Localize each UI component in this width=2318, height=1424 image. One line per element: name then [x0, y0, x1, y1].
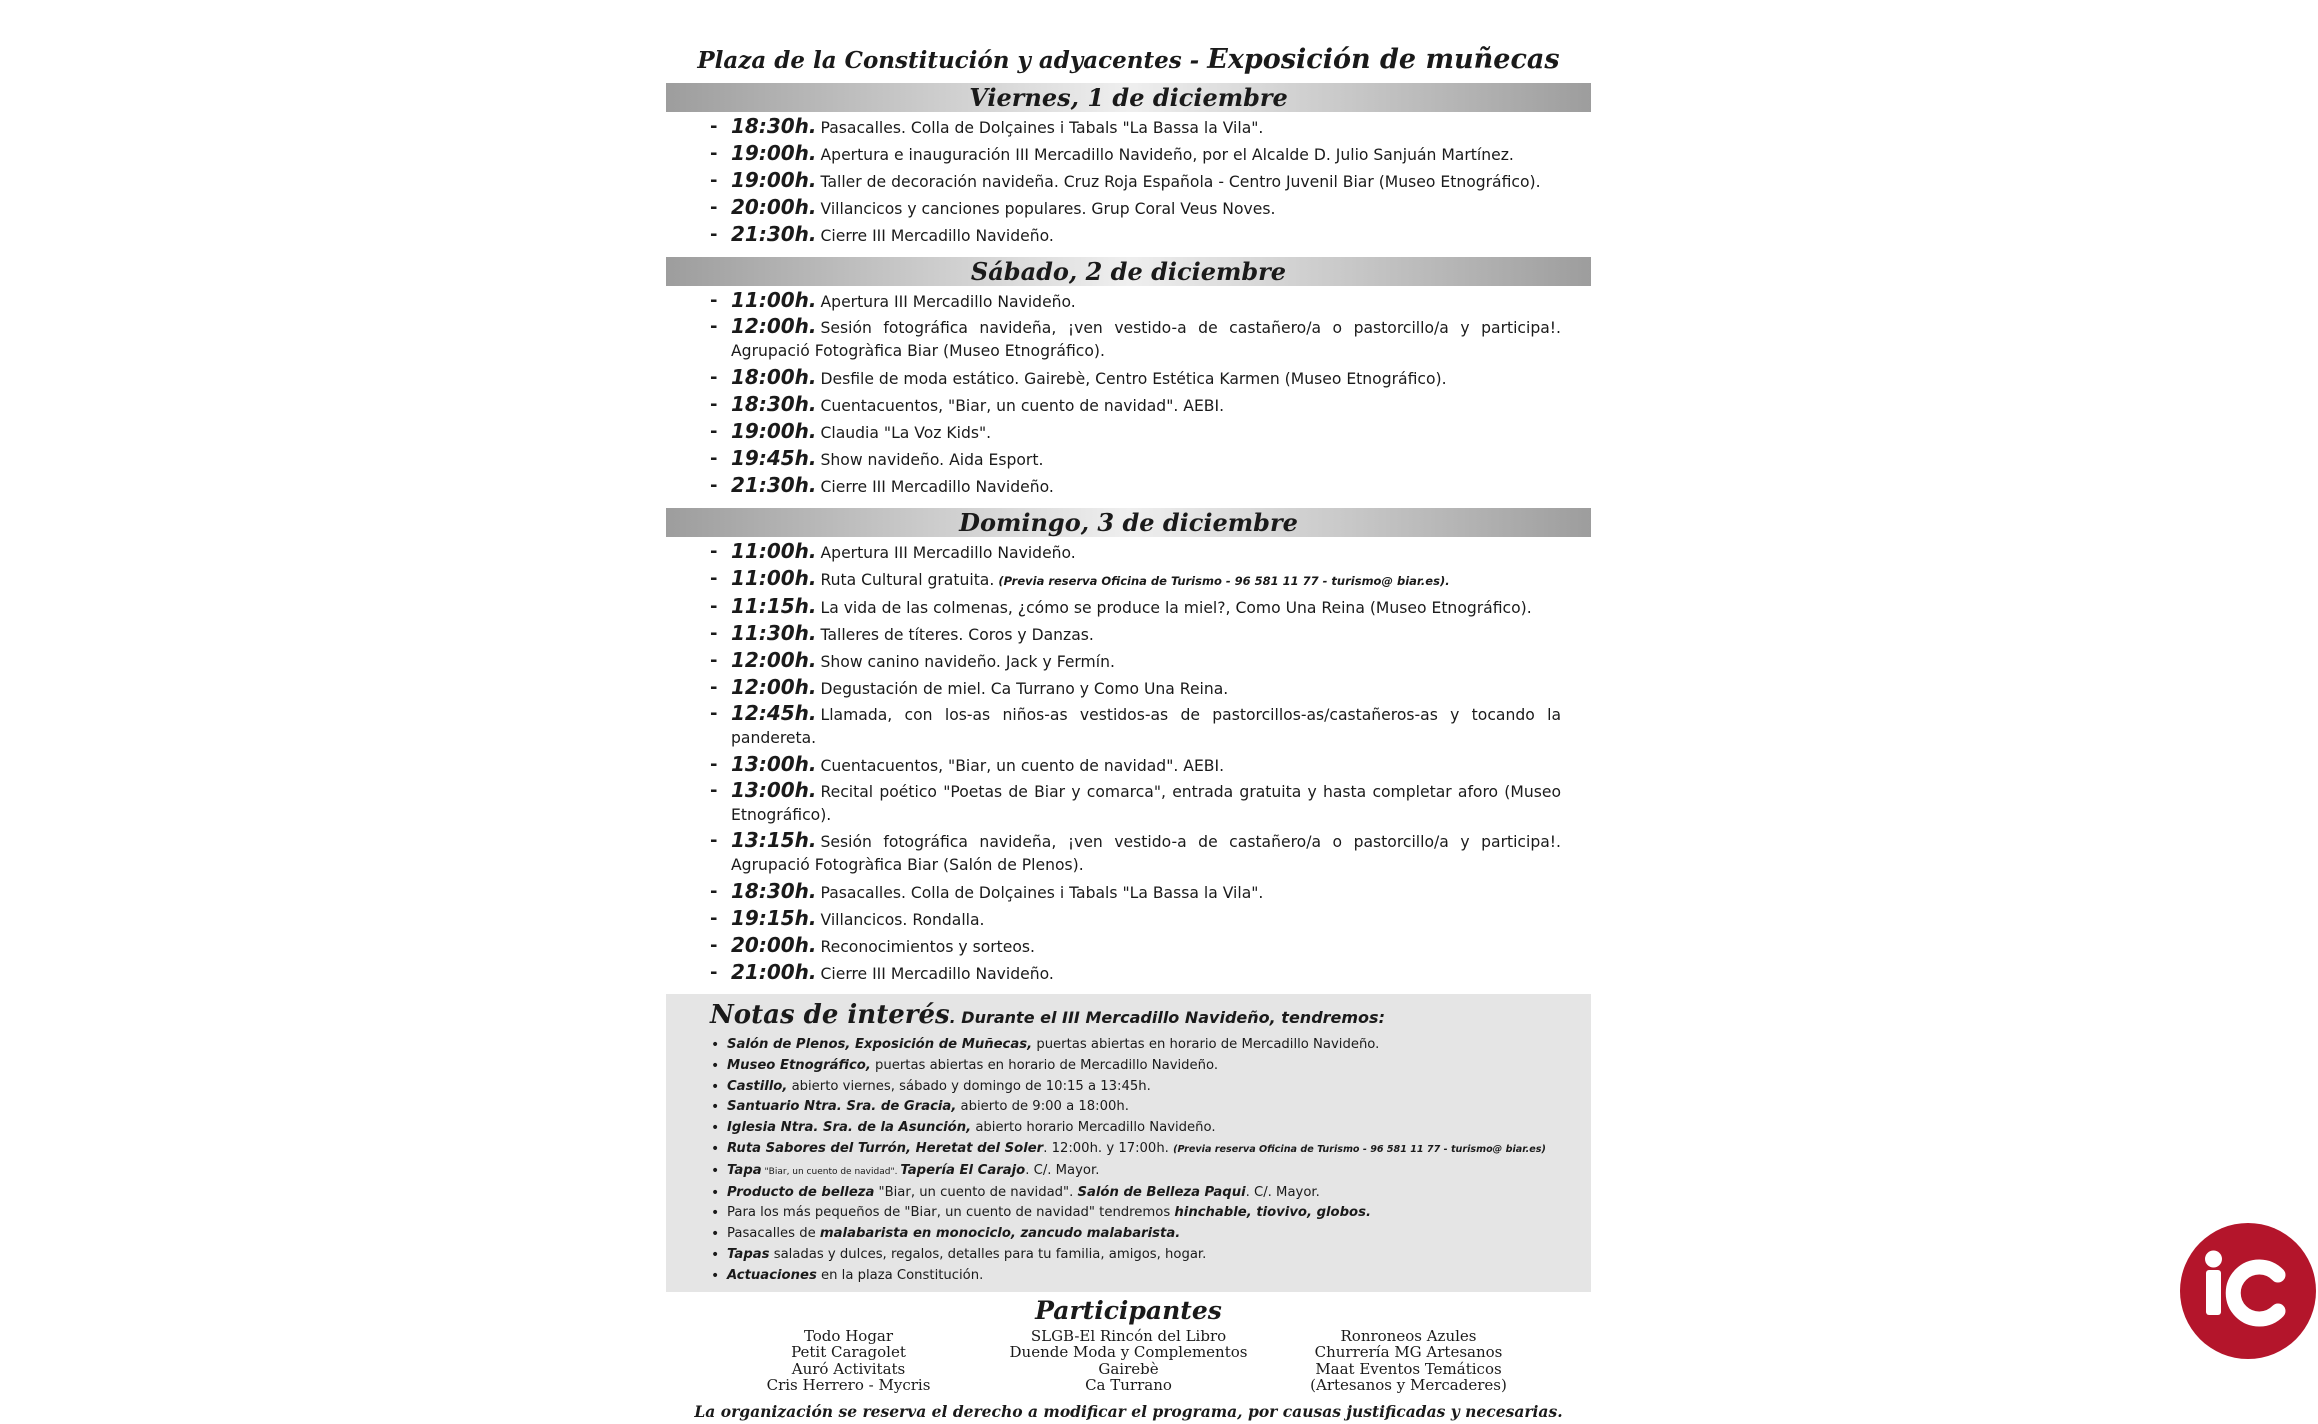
event-text: Apertura e inauguración III Mercadillo Navideño, por el Alcalde D. Julio Sanjuán Martínez.	[820, 146, 1514, 164]
notes-item-text-2: . C/. Mayor.	[1025, 1162, 1100, 1178]
event-item	[666, 879, 1591, 906]
participant-name: Gairebè	[1098, 1359, 1159, 1378]
ic-logo-glyph	[2180, 1223, 2316, 1359]
event-time: 13:00h.	[731, 752, 817, 776]
event-text: Sesión fotográfica navideña, ¡ven vestido-a de castañero/a o pastorcillo/a y participa!. Agrupació Fotogràfica Biar (Museo Etnográfico).	[731, 319, 1561, 360]
event-time: 18:30h.	[731, 114, 817, 138]
event-item	[666, 648, 1591, 675]
day-heading: Sábado, 2 de diciembre	[666, 257, 1591, 286]
event-dash: -	[710, 830, 718, 851]
event-item	[666, 392, 1591, 419]
notes-item	[710, 1224, 1567, 1245]
notes-item-text-2: . C/. Mayor.	[1245, 1184, 1320, 1200]
notes-item	[710, 1161, 1567, 1183]
event-time: 13:00h.	[731, 778, 817, 802]
notes-item-text: saladas y dulces, regalos, detalles para tu familia, amigos, hogar.	[769, 1246, 1207, 1262]
footer-note: La organización se reserva el derecho a modificar el programa, por causas justificadas y necesarias.	[694, 1401, 1563, 1421]
event-time: 20:00h.	[731, 195, 817, 219]
event-text: Villancicos. Rondalla.	[820, 911, 985, 929]
notes-item-small: "Biar, un cuento de navidad".	[761, 1166, 901, 1177]
event-time: 11:00h.	[731, 288, 817, 312]
event-note: (Previa reserva Oficina de Turismo - 96 581 11 77 - turismo@ biar.es).	[994, 574, 1450, 588]
notes-item-text: . 12:00h. y 17:00h.	[1043, 1140, 1174, 1156]
event-text: La vida de las colmenas, ¿cómo se produce la miel?, Como Una Reina (Museo Etnográfico).	[820, 599, 1532, 617]
event-time: 20:00h.	[731, 933, 817, 957]
notes-item	[710, 1266, 1567, 1287]
event-dash: -	[710, 650, 718, 671]
event-time: 13:15h.	[731, 828, 817, 852]
event-text: Apertura III Mercadillo Navideño.	[820, 544, 1076, 562]
event-time: 19:00h.	[731, 419, 817, 443]
participant-name: (Artesanos y Mercaderes)	[1310, 1376, 1507, 1395]
event-time: 18:30h.	[731, 879, 817, 903]
event-text: Taller de decoración navideña. Cruz Roja Española - Centro Juvenil Biar (Museo Etnográfico).	[820, 173, 1541, 191]
notes-item-bold: Santuario Ntra. Sra. de Gracia,	[727, 1099, 957, 1115]
event-dash: -	[710, 475, 718, 496]
notes-title: Notas de interés	[710, 1000, 950, 1030]
event-time: 11:00h.	[731, 539, 817, 563]
page-header	[666, 44, 1591, 77]
days-container	[666, 83, 1591, 990]
event-dash: -	[710, 197, 718, 218]
notes-item-text: en la plaza Constitución.	[816, 1267, 984, 1283]
notes-item-bold: Castillo,	[727, 1078, 788, 1094]
program-document	[666, 44, 1591, 1424]
day-heading: Domingo, 3 de diciembre	[666, 508, 1591, 537]
event-dash: -	[710, 935, 718, 956]
notes-item-text: "Biar, un cuento de navidad".	[874, 1184, 1078, 1200]
event-item	[666, 222, 1591, 249]
notes-item-bold: Tapas	[727, 1246, 770, 1262]
event-item	[666, 195, 1591, 222]
event-dash: -	[710, 448, 718, 469]
notes-item	[710, 1077, 1567, 1098]
event-dash: -	[710, 143, 718, 164]
notes-item-bold-2: Salón de Belleza Paqui	[1077, 1184, 1246, 1200]
event-item	[666, 594, 1591, 621]
event-item	[666, 473, 1591, 500]
event-item	[666, 419, 1591, 446]
event-text: Cuentacuentos, "Biar, un cuento de navidad". AEBI.	[820, 397, 1225, 415]
participant-name: Todo Hogar	[803, 1326, 894, 1345]
event-time: 21:30h.	[731, 473, 817, 497]
event-time: 18:30h.	[731, 392, 817, 416]
event-list	[666, 112, 1591, 252]
event-dash: -	[710, 421, 718, 442]
event-item	[666, 779, 1591, 829]
participants-column	[1269, 1328, 1549, 1394]
event-text: Llamada, con los-as niños-as vestidos-as de pastorcillos-as/castañeros-as y tocando la pandereta.	[731, 706, 1561, 747]
event-list	[666, 286, 1591, 503]
notes-item-bold: Producto de belleza	[727, 1184, 875, 1200]
event-item	[666, 675, 1591, 702]
event-time: 18:00h.	[731, 365, 817, 389]
event-dash: -	[710, 541, 718, 562]
event-item	[666, 315, 1591, 365]
participants-column	[989, 1328, 1269, 1394]
participant-name: Auró Activitats	[791, 1359, 906, 1378]
event-dash: -	[710, 290, 718, 311]
notes-item-bold: Ruta Sabores del Turrón, Heretat del Soler	[727, 1140, 1044, 1156]
event-text: Cuentacuentos, "Biar, un cuento de navidad". AEBI.	[820, 757, 1225, 775]
participant-name: Duende Moda y Complementos	[1009, 1343, 1248, 1362]
event-dash: -	[710, 316, 718, 337]
event-list	[666, 537, 1591, 990]
event-dash: -	[710, 568, 718, 589]
event-text: Reconocimientos y sorteos.	[820, 938, 1035, 956]
notes-list	[710, 1035, 1567, 1287]
event-item	[666, 141, 1591, 168]
participant-name: Ca Turrano	[1085, 1376, 1172, 1395]
event-text: Desfile de moda estático. Gairebè, Centro Estética Karmen (Museo Etnográfico).	[820, 370, 1447, 388]
participant-name: Maat Eventos Temáticos	[1315, 1359, 1502, 1378]
participants-title: Participantes	[1035, 1295, 1222, 1325]
event-time: 11:00h.	[731, 566, 817, 590]
notes-item	[710, 1035, 1567, 1056]
event-time: 12:45h.	[731, 701, 817, 725]
participant-name: Petit Caragolet	[791, 1343, 906, 1362]
notes-item-text: Para los más pequeños de "Biar, un cuento de navidad" tendremos	[727, 1205, 1175, 1221]
event-item	[666, 621, 1591, 648]
event-text: Degustación de miel. Ca Turrano y Como Una Reina.	[820, 680, 1229, 698]
event-time: 12:00h.	[731, 648, 817, 672]
notes-item-bold-2: Tapería El Carajo	[900, 1162, 1026, 1178]
event-time: 11:30h.	[731, 621, 817, 645]
event-dash: -	[710, 367, 718, 388]
notes-item	[710, 1118, 1567, 1139]
event-dash: -	[710, 881, 718, 902]
notes-item	[710, 1203, 1567, 1224]
notes-item-text: abierto de 9:00 a 18:00h.	[956, 1099, 1129, 1115]
notes-item	[710, 1139, 1567, 1161]
event-item	[666, 168, 1591, 195]
event-text: Pasacalles. Colla de Dolçaines i Tabals "La Bassa la Vila".	[820, 884, 1264, 902]
ic-logo-icon[interactable]	[2180, 1223, 2316, 1359]
event-item	[666, 906, 1591, 933]
event-dash: -	[710, 116, 718, 137]
event-time: 19:00h.	[731, 141, 817, 165]
notes-item-text: Pasacalles de	[727, 1226, 820, 1242]
header-exhibition: Exposición de muñecas	[1207, 44, 1560, 75]
event-text: Recital poético "Poetas de Biar y comarca", entrada gratuita y hasta completar aforo (Museo Etnográfico).	[731, 783, 1561, 824]
notes-item	[710, 1056, 1567, 1077]
event-time: 21:30h.	[731, 222, 817, 246]
event-text: Ruta Cultural gratuita.	[820, 571, 995, 589]
event-dash: -	[710, 780, 718, 801]
notes-item-bold: Iglesia Ntra. Sra. de la Asunción,	[727, 1120, 972, 1136]
notes-item-bold: Salón de Plenos, Exposición de Muñecas,	[727, 1037, 1033, 1052]
event-dash: -	[710, 170, 718, 191]
event-text: Sesión fotográfica navideña, ¡ven vestido-a de castañero/a o pastorcillo/a y participa!. Agrupació Fotogràfica Biar (Salón de Plenos).	[731, 833, 1561, 874]
event-text: Pasacalles. Colla de Dolçaines i Tabals "La Bassa la Vila".	[820, 119, 1264, 137]
header-location: Plaza de la Constitución y adyacentes -	[697, 47, 1208, 74]
event-text: Talleres de títeres. Coros y Danzas.	[820, 626, 1094, 644]
event-time: 12:00h.	[731, 314, 817, 338]
event-item	[666, 288, 1591, 315]
event-text: Cierre III Mercadillo Navideño.	[820, 227, 1054, 245]
event-dash: -	[710, 596, 718, 617]
event-item	[666, 752, 1591, 779]
notes-section	[666, 994, 1591, 1292]
notes-item-bold: Museo Etnográfico,	[727, 1057, 871, 1073]
event-time: 11:15h.	[731, 594, 817, 618]
participants-column	[709, 1328, 989, 1394]
notes-item-bold: Tapa	[727, 1162, 762, 1178]
event-dash: -	[710, 754, 718, 775]
participant-name: SLGB-El Rincón del Libro	[1030, 1326, 1227, 1345]
event-item	[666, 539, 1591, 566]
notes-item-bold-2: hinchable, tiovivo, globos.	[1174, 1205, 1371, 1221]
event-dash: -	[710, 703, 718, 724]
participants-columns	[666, 1328, 1591, 1394]
event-text: Villancicos y canciones populares. Grup Coral Veus Noves.	[820, 200, 1276, 218]
notes-item-text: puertas abiertas en horario de Mercadillo Navideño.	[870, 1057, 1219, 1073]
event-time: 12:00h.	[731, 675, 817, 699]
event-time: 19:45h.	[731, 446, 817, 470]
notes-subtitle: . Durante el III Mercadillo Navideño, tendremos:	[949, 1008, 1385, 1027]
day-heading: Viernes, 1 de diciembre	[666, 83, 1591, 112]
notes-item-note: (Previa reserva Oficina de Turismo - 96 581 11 77 - turismo@ biar.es)	[1173, 1143, 1546, 1155]
event-item	[666, 114, 1591, 141]
notes-heading	[710, 998, 1567, 1035]
event-time: 21:00h.	[731, 960, 817, 984]
event-time: 19:15h.	[731, 906, 817, 930]
event-item	[666, 702, 1591, 752]
event-dash: -	[710, 224, 718, 245]
notes-item-bold-2: malabarista en monociclo, zancudo malabarista.	[819, 1226, 1181, 1242]
event-item	[666, 829, 1591, 879]
event-text: Cierre III Mercadillo Navideño.	[820, 965, 1054, 983]
event-dash: -	[710, 962, 718, 983]
event-item	[666, 566, 1591, 594]
notes-item	[710, 1183, 1567, 1204]
event-text: Cierre III Mercadillo Navideño.	[820, 478, 1054, 496]
participant-name: Cris Herrero - Mycris	[766, 1376, 931, 1395]
event-text: Apertura III Mercadillo Navideño.	[820, 293, 1076, 311]
event-dash: -	[710, 623, 718, 644]
notes-item	[710, 1097, 1567, 1118]
event-dash: -	[710, 677, 718, 698]
event-text: Claudia "La Voz Kids".	[820, 424, 992, 442]
event-time: 19:00h.	[731, 168, 817, 192]
event-item	[666, 933, 1591, 960]
event-item	[666, 446, 1591, 473]
event-item	[666, 960, 1591, 987]
participant-name: Ronroneos Azules	[1340, 1326, 1477, 1345]
event-text: Show navideño. Aida Esport.	[820, 451, 1044, 469]
event-dash: -	[710, 394, 718, 415]
event-item	[666, 365, 1591, 392]
event-text: Show canino navideño. Jack y Fermín.	[820, 653, 1115, 671]
notes-item-text: abierto horario Mercadillo Navideño.	[971, 1120, 1216, 1136]
notes-item	[710, 1245, 1567, 1266]
notes-item-text: puertas abiertas en horario de Mercadillo Navideño.	[1032, 1037, 1380, 1052]
notes-item-text: abierto viernes, sábado y domingo de 10:15 a 13:45h.	[787, 1078, 1151, 1094]
event-dash: -	[710, 908, 718, 929]
notes-item-bold: Actuaciones	[727, 1267, 817, 1283]
participant-name: Churrería MG Artesanos	[1314, 1343, 1503, 1362]
